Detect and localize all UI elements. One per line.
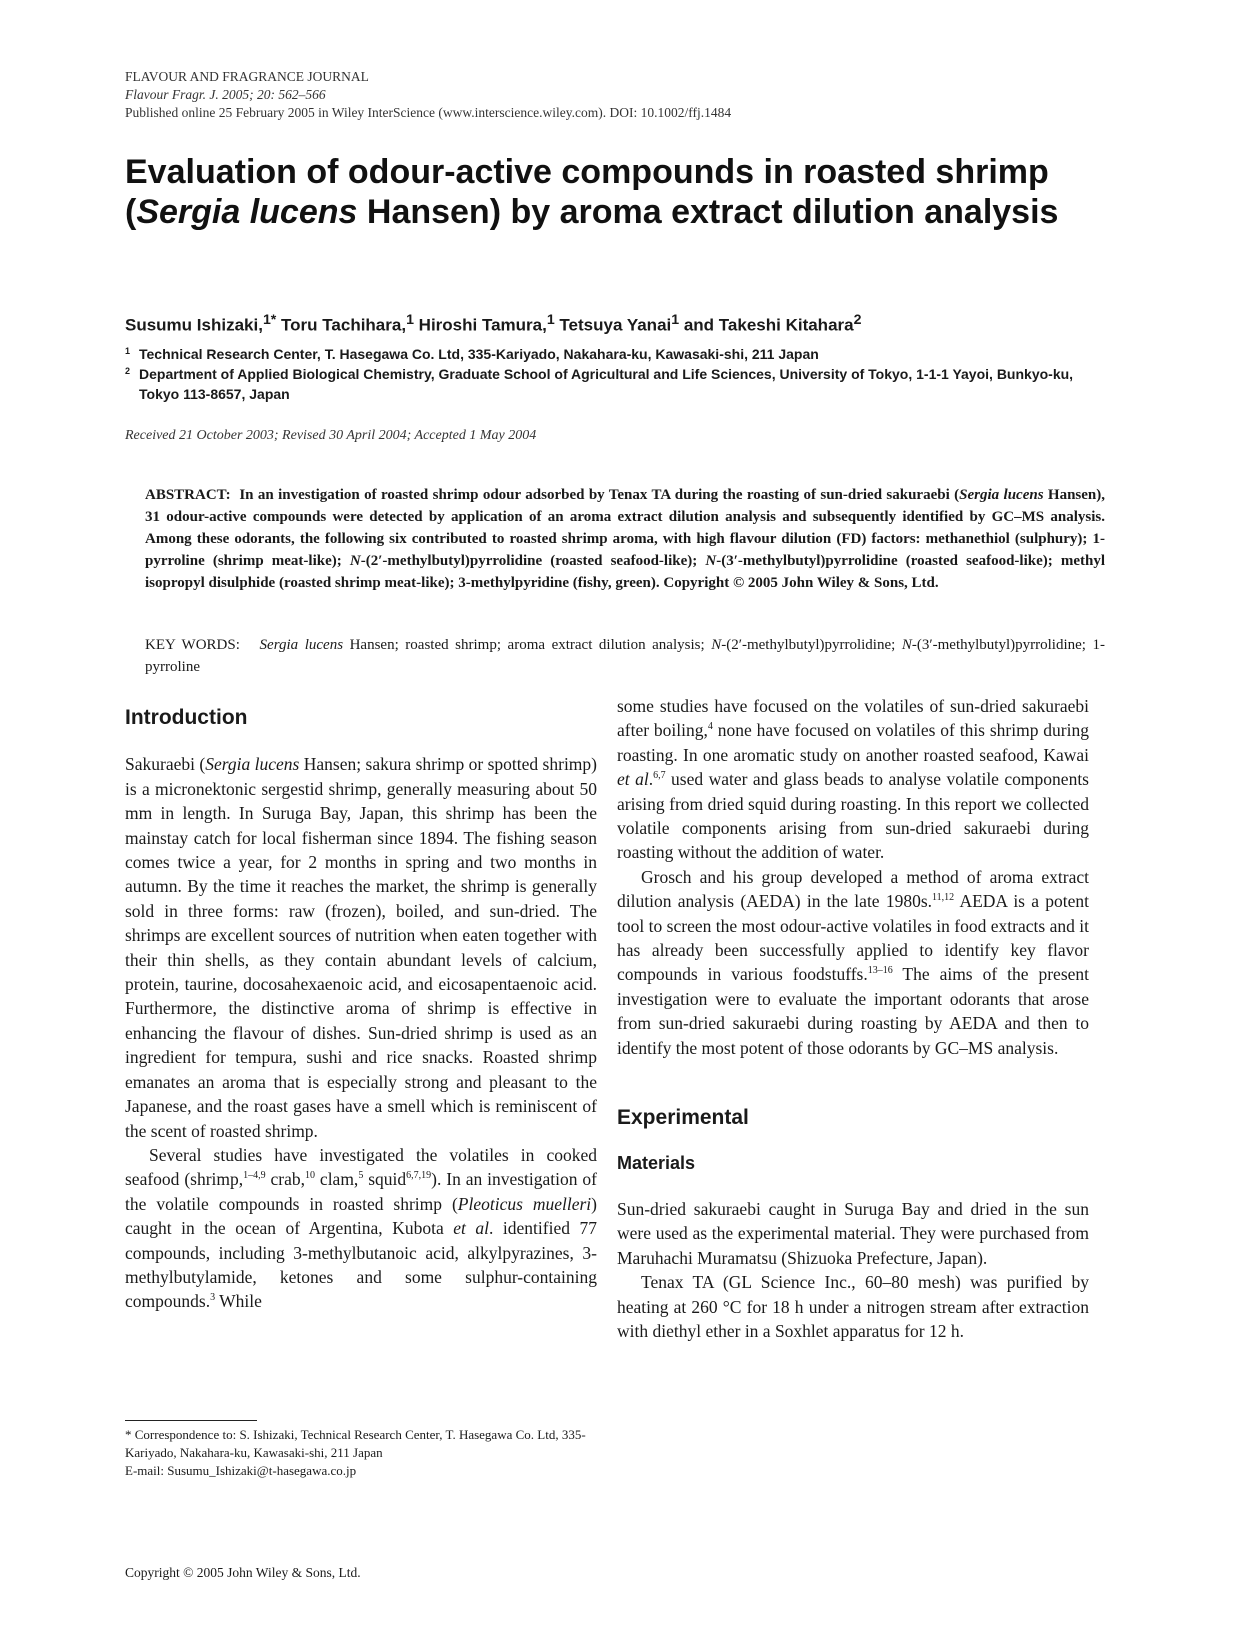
section-heading-experimental: Experimental [617,1106,749,1130]
text-run: clam, [315,1169,359,1190]
right-column [617,694,1089,1343]
text-run: . [648,769,654,790]
intro-paragraph-2 [125,1143,597,1314]
paper-title [125,152,1115,232]
abstract-n: N [705,553,717,569]
author-mark: 1 [406,312,414,328]
text-run: ). In an investigation of the volatile compounds in roasted shrimp ( [125,1169,597,1214]
keywords-text: -(2′-methylbutyl)pyrrolidine; [721,637,902,653]
title-part2: Hansen) by aroma extract dilution analysis [357,193,1059,231]
page-copyright: Copyright © 2005 John Wiley & Sons, Ltd. [125,1565,361,1580]
affiliation-2 [125,364,1085,404]
abstract-text: In an investigation of roasted shrimp odour adsorbed by Tenax TA during the roasting of sun-dried sakuraebi ( [239,487,960,503]
citation-ref: 13–16 [867,965,893,977]
citation-ref: 10 [305,1170,316,1182]
affiliation-text: Technical Research Center, T. Hasegawa Co. Ltd, 335-Kariyado, Nakahara-ku, Kawasaki-shi, 211 Japan [139,346,819,362]
publication-info: Published online 25 February 2005 in Wiley InterScience (www.interscience.wiley.com). DOI: 10.1002/ffj.1484 [125,105,732,120]
affiliation-text: Department of Applied Biological Chemistry, Graduate School of Agricultural and Life Sciences, University of Tokyo, 1-1-1 Yayoi, Bunkyo-ku, Tokyo 113-8657, Japan [139,366,1074,402]
citation-ref: 4 [707,721,713,733]
affiliation-mark: 2 [125,366,131,376]
left-column [125,706,597,1314]
text-run: ) caught in the ocean of Argentina, Kubota [125,1193,597,1239]
abstract-text: -(3′-methylbutyl)pyrrolidine (roasted seafood-like); methyl isopropyl disulphide (roasted shrimp meat-like); 3-methylpyridine (fishy, green). Copyright © 2005 John Wiley & Sons, Ltd. [145,553,1105,591]
author-mark: 1 [671,312,680,328]
citation-ref: 1–4,9 [243,1170,266,1182]
et-al: et al [453,1218,490,1239]
received-dates: Received 21 October 2003; Revised 30 April 2004; Accepted 1 May 2004 [125,428,537,443]
materials-paragraph-1: Sun-dried sakuraebi caught in Suruga Bay and dried in the sun were used as the experimental material. They were purchased from Maruhachi Muramatsu (Shizuoka Prefecture, Japan). [617,1198,1089,1268]
journal-header [125,68,731,122]
text-run: crab, [265,1169,306,1190]
text-run: While [215,1291,262,1312]
keywords-text: -(3′-methylbutyl)pyrrolidine; 1-pyrroline [145,637,1105,675]
subsection-heading-materials: Materials [617,1152,696,1173]
author-name: Tetsuya Yanai [554,315,672,335]
affiliation-mark: 1 [125,346,131,356]
citation-ref: 6,7,19 [406,1170,432,1182]
title-species: Sergia lucens [136,193,358,231]
species-name: Sergia lucens [205,754,300,775]
citation-ref: 6,7 [653,770,666,782]
text-run: used water and glass beads to analyse volatile components arising from dried squid during roasting. In this report we collected volatile components arising from sun-dried sakuraebi during roasting without the addition of water. [617,769,1089,863]
text-run: some studies have focused on the volatiles of sun-dried sakuraebi after boiling, [617,696,1089,741]
section-heading-introduction: Introduction [125,706,248,729]
keywords-text: Hansen; roasted shrimp; aroma extract dilution analysis; [343,637,712,653]
footnote-email: E-mail: Susumu_Ishizaki@t-hasegawa.co.jp [125,1463,357,1478]
keywords-species: Sergia lucens [259,637,344,653]
keywords-n: N [901,637,912,653]
affiliation-1 [125,344,1085,364]
author-name: Toru Tachihara, [276,315,407,335]
text-run: . identified 77 compounds, including 3-methylbutanoic acid, alkylpyrazines, 3-methylbutylamide, ketones and some sulphur-containing compounds. [125,1218,597,1312]
correspondence-footnote [125,1426,597,1480]
keywords [145,634,1105,678]
abstract [145,484,1105,594]
intro-paragraph-1 [125,752,597,1143]
text-run: Sakuraebi ( [125,754,206,775]
keywords-n: N [711,637,722,653]
author-mark: 2 [853,312,862,328]
text-run: squid [363,1169,407,1190]
text-run: The aims of the present investigation were to evaluate the important odorants that arose from sun-dried sakuraebi during roasting by AEDA and then to identify the most potent of those odorants by GC–MS analysis. [617,964,1090,1058]
intro-paragraph-3 [617,694,1089,865]
title-part1: Evaluation of odour-active compounds in roasted shrimp ( [125,153,1049,231]
citation-ref: 5 [358,1170,364,1182]
author-name: Susumu Ishizaki, [125,315,263,335]
abstract-text: Hansen), 31 odour-active compounds were detected by application of an aroma extract dilution analysis and subsequently identified by GC–MS analysis. Among these odorants, the following six contributed to roasted shrimp aroma, with high flavour dilution (FD) factors: methanethiol (sulphury); 1-pyrroline (shrimp meat-like); [145,487,1105,569]
author-mark: 1* [262,312,277,328]
author-name: and Takeshi Kitahara [679,315,854,335]
citation-ref: 3 [210,1292,216,1304]
text-run: Grosch and his group developed a method of aroma extract dilution analysis (AEDA) in the late 1980s. [617,866,1089,912]
materials-paragraph-2: Tenax TA (GL Science Inc., 60–80 mesh) was purified by heating at 260 °C for 18 h under a nitrogen stream after extraction with diethyl ether in a Soxhlet apparatus for 12 h. [617,1272,1089,1341]
abstract-n: N [349,553,361,569]
text-run: none have focused on volatiles of this shrimp during roasting. In one aromatic study on another roasted seafood, Kawai [617,720,1089,765]
text-run: Hansen; sakura shrimp or spotted shrimp) is a micronektonic sergestid shrimp, generally measuring about 50 mm in length. In Suruga Bay, Japan, this shrimp has been the mainstay catch for local fisherman since 1894. The fishing season comes twice a year, for 2 months in spring and two months in autumn. By the time it reaches the market, the shrimp is generally sold in three forms: raw (frozen), boiled, and sun-dried. The shrimps are excellent sources of nutrition when eaten together with their thin shells, as they contain abundant levels of calcium, protein, taurine, docosahexaenoic acid, and eicosapentaenoic acid. Furthermore, the distinctive aroma of shrimp is effective in enhancing the flavour of dishes. Sun-dried shrimp is used as an ingredient for tempura, sushi and rice snacks. Roasted shrimp emanates an aroma that is especially strong and pleasant to the Japanese, and the roast gases have a smell which is reminiscent of the scent of roasted shrimp. [125,754,597,1141]
author-mark: 1 [546,312,555,328]
footnote-rule [125,1420,257,1421]
author-list [125,312,861,336]
species-name: Pleoticus muelleri [457,1193,592,1214]
abstract-label: ABSTRACT: [145,487,231,503]
text-run: Several studies have investigated the volatiles in cooked seafood (shrimp, [125,1144,597,1190]
abstract-text: -(2′-methylbutyl)pyrrolidine (roasted seafood-like); [360,553,706,569]
et-al: et al [617,769,649,790]
text-run: AEDA is a potent tool to screen the most odour-active volatiles in food extracts and it has already been successfully applied to identify key flavor compounds in various foodstuffs. [617,891,1089,985]
author-name: Hiroshi Tamura, [413,315,547,335]
keywords-label: KEY WORDS: [145,637,240,653]
citation-ref: 11,12 [932,892,955,904]
footnote-text: * Correspondence to: S. Ishizaki, Technical Research Center, T. Hasegawa Co. Ltd, 335-Kariyado, Nakahara-ku, Kawasaki-shi, 211 Japan [125,1427,586,1460]
abstract-species: Sergia lucens [959,487,1044,503]
journal-citation: Flavour Fragr. J. 2005; 20: 562–566 [125,87,326,102]
intro-paragraph-4 [617,865,1089,1060]
journal-name: FLAVOUR AND FRAGRANCE JOURNAL [125,69,369,84]
